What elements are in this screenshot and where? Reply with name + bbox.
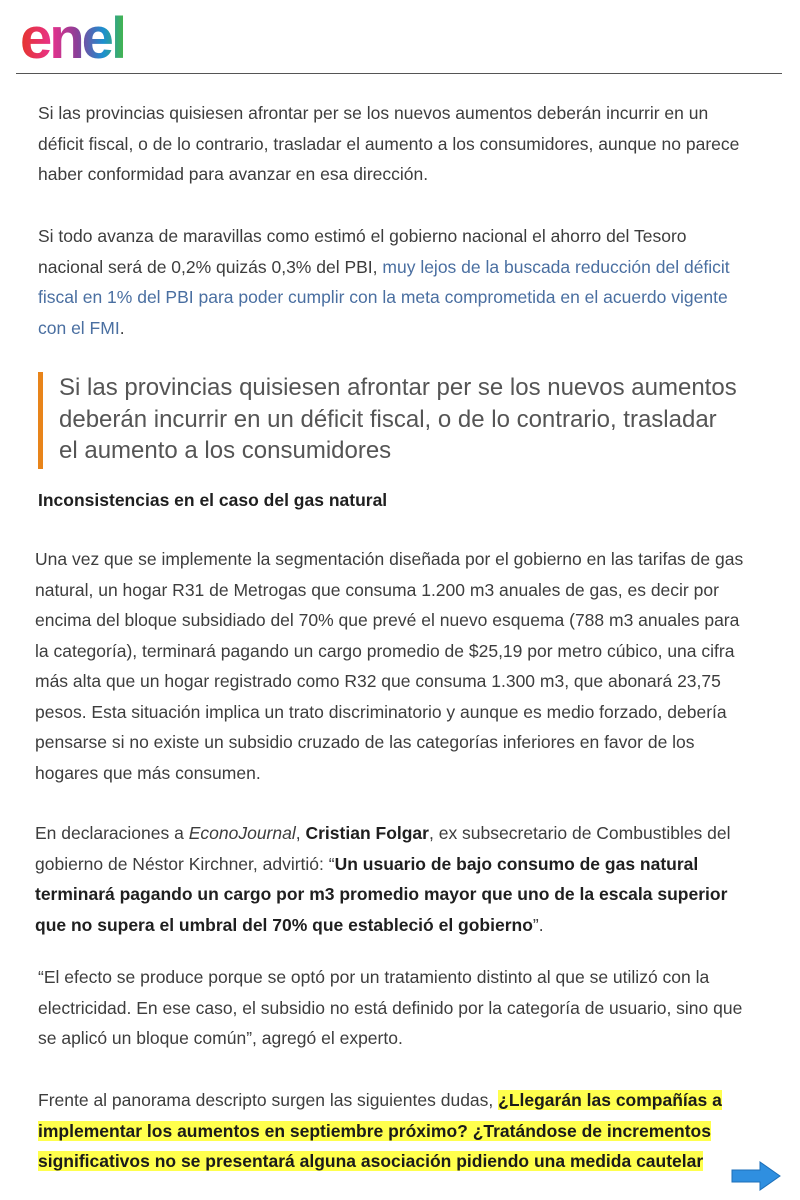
paragraph-2 — [38, 221, 738, 343]
paragraph-4-intro: En declaraciones a — [35, 823, 189, 843]
paragraph-1: Si las provincias quisiesen afrontar per se los nuevos aumentos deberán incurrir en un déficit fiscal, o de lo contrario, trasladar el aumento a los consumidores, aunque no parece haber conformidad para avanzar en esa dirección. — [38, 103, 740, 184]
paragraph-3: Una vez que se implemente la segmentación diseñada por el gobierno en las tarifas de gas natural, un hogar R31 de Metrogas que consuma 1.200 m3 anuales de gas, es decir por encima del bloque subsidiado del 70% que prevé el nuevo esquema (788 m3 anuales para la categoría), terminará pagando un cargo promedio de $25,19 por metro cúbico, una cifra más alta que un hogar registrado como R32 que consuma 1.300 m3, que abonará 23,75 pesos. Esta situación implica un trato discriminatorio y aunque es medio forzado, debería pensarse si no existe un subsidio cruzado de las categorías inferiores en favor de los hogares que más consumen. — [35, 549, 744, 783]
comma: , — [295, 823, 306, 843]
paragraph-6 — [38, 1085, 753, 1177]
enel-logo[interactable] — [18, 6, 170, 68]
pullquote-text: Si las provincias quisiesen afrontar per se los nuevos aumentos deberán incurrir en un déficit fiscal, o de lo contrario, trasladar el aumento a los consumidores — [59, 374, 737, 464]
pullquote — [38, 372, 738, 469]
person-name: Cristian Folgar — [305, 823, 429, 843]
paragraph-4-context: , ex subsecretario de Combustibles del gobierno de Néstor Kirchner, advirtió: “ — [35, 823, 731, 874]
paragraph-2-text: Si todo avanza de maravillas como estimó el gobierno nacional el ahorro del Tesoro nacional será de 0,2% quizás 0,3% del PBI, — [38, 226, 687, 277]
highlighted-questions: ¿Llegarán las compañías a implementar los aumentos en septiembre próximo? ¿Tratándose de incrementos significativos no se presentará alguna asociación pidiendo una medida cautelar — [38, 1090, 722, 1171]
section-heading: Inconsistencias en el caso del gas natural — [38, 490, 388, 510]
paragraph-2-end: . — [119, 317, 125, 338]
source-name: EconoJournal — [188, 823, 296, 843]
quote-close: ”. — [532, 914, 544, 935]
fmi-deficit-link[interactable]: muy lejos de la buscada reducción del déficit fiscal en 1% del PBI para poder cumplir con la meta comprometida en el acuerdo vigente con el FMI — [38, 256, 730, 338]
paragraph-6-intro: Frente al panorama descripto surgen las siguientes dudas, — [38, 1090, 499, 1110]
paragraph-5: “El efecto se produce porque se optó por un tratamiento distinto al que se utilizó con la electricidad. En ese caso, el subsidio no está definido por la categoría de usuario, sino que se aplicó un bloque común”, agregó el experto. — [38, 967, 743, 1048]
arrow-right-icon[interactable] — [730, 1160, 782, 1192]
expert-quote: Un usuario de bajo consumo de gas natural terminará pagando un cargo por m3 promedio mayor que uno de la escala superior que no supera el umbral del 70% que estableció el gobierno — [35, 853, 728, 935]
paragraph-4 — [35, 818, 745, 940]
logo-wordmark: enel — [20, 6, 125, 68]
header-divider — [16, 73, 782, 74]
